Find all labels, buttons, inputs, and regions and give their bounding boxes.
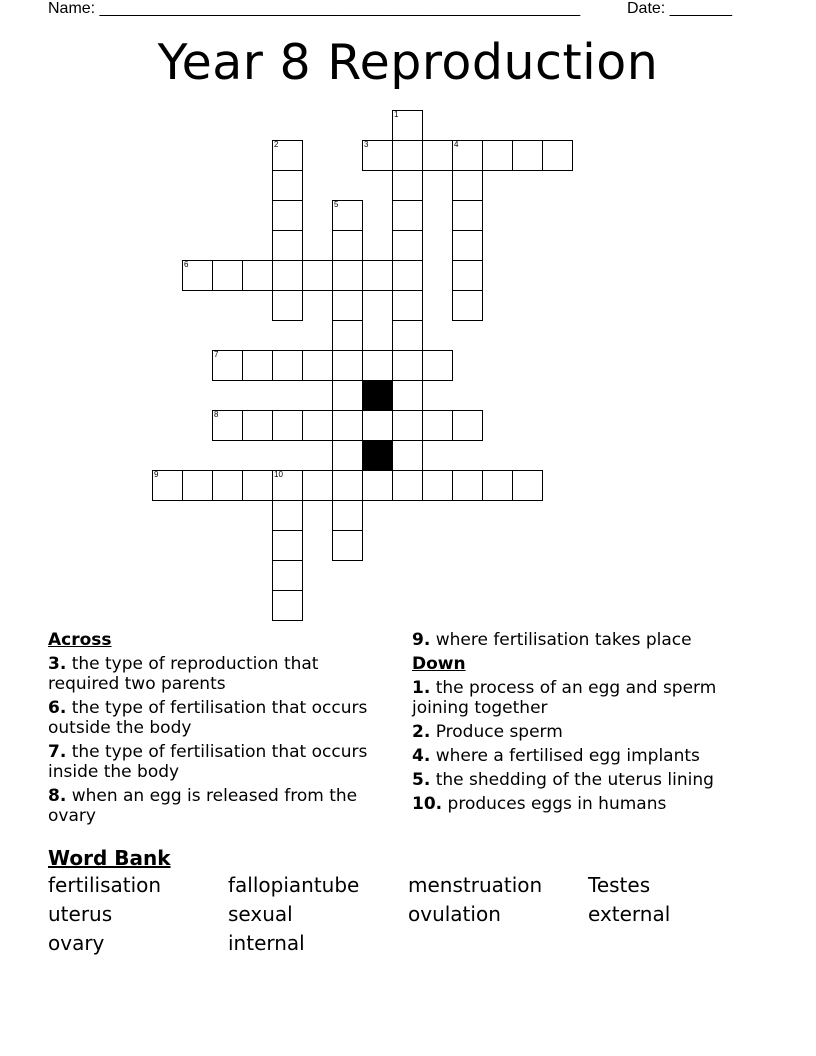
- crossword-cell[interactable]: [392, 110, 423, 141]
- crossword-cell[interactable]: [422, 140, 453, 171]
- clue-text: when an egg is released from the ovary: [48, 786, 358, 826]
- crossword-cell[interactable]: [182, 470, 213, 501]
- crossword-cell[interactable]: [392, 320, 423, 351]
- crossword-cell[interactable]: [332, 260, 363, 291]
- across-clues: [48, 630, 388, 830]
- crossword-cell[interactable]: [242, 470, 273, 501]
- word-bank-item: fertilisation: [48, 873, 162, 897]
- clue-down-1: [412, 678, 772, 718]
- word-bank-item: fallopiantube: [228, 873, 360, 897]
- clue-text: the type of reproduction that required two parents: [48, 654, 319, 694]
- clue-across-9: [412, 630, 772, 650]
- crossword-cell[interactable]: [452, 290, 483, 321]
- crossword-cell[interactable]: [242, 260, 273, 291]
- crossword-cell[interactable]: [332, 290, 363, 321]
- crossword-cell[interactable]: [332, 500, 363, 531]
- word-bank-item: external: [588, 902, 671, 926]
- crossword-cell[interactable]: [272, 290, 303, 321]
- clue-text: where fertilisation takes place: [435, 630, 692, 650]
- clue-number-label: 4: [454, 140, 459, 149]
- crossword-cell[interactable]: [512, 140, 543, 171]
- crossword-cell[interactable]: [272, 170, 303, 201]
- clue-down-2: [412, 722, 772, 742]
- crossword-cell[interactable]: [392, 170, 423, 201]
- crossword-cell[interactable]: [272, 590, 303, 621]
- clue-number: 10.: [412, 794, 443, 814]
- crossword-cell[interactable]: [362, 470, 393, 501]
- crossword-cell[interactable]: [212, 410, 243, 441]
- crossword-cell[interactable]: [272, 260, 303, 291]
- clue-number: 2.: [412, 722, 431, 742]
- clue-number-label: 2: [274, 140, 279, 149]
- clue-number-label: 8: [214, 410, 219, 419]
- clue-number: 5.: [412, 770, 431, 790]
- clue-down-4: [412, 746, 772, 766]
- clue-number: 7.: [48, 742, 67, 762]
- name-field-label: Name: ______________________________________________________: [48, 0, 581, 17]
- clue-number: 3.: [48, 654, 67, 674]
- clue-text: where a fertilised egg implants: [435, 746, 700, 766]
- crossword-cell[interactable]: [302, 410, 333, 441]
- word-bank-item: ovulation: [408, 902, 501, 926]
- crossword-cell[interactable]: [392, 200, 423, 231]
- crossword-cell[interactable]: [302, 350, 333, 381]
- crossword-cell[interactable]: [452, 200, 483, 231]
- crossword-cell[interactable]: [272, 410, 303, 441]
- crossword-cell[interactable]: [332, 320, 363, 351]
- word-bank: [48, 874, 768, 955]
- crossword-cell[interactable]: [422, 350, 453, 381]
- crossword-cell[interactable]: [152, 470, 183, 501]
- crossword-cell[interactable]: [392, 410, 423, 441]
- clue-number-label: 7: [214, 350, 219, 359]
- clue-across-7: [48, 742, 388, 782]
- clue-number-label: 5: [334, 200, 339, 209]
- crossword-cell[interactable]: [242, 350, 273, 381]
- clue-number-label: 10: [274, 470, 283, 479]
- word-bank-item: uterus: [48, 902, 113, 926]
- word-bank-item: ovary: [48, 931, 105, 955]
- crossword-cell[interactable]: [512, 470, 543, 501]
- word-bank-item: sexual: [228, 902, 293, 926]
- clue-across-8: [48, 786, 388, 826]
- crossword-cell[interactable]: [392, 380, 423, 411]
- crossword-cell[interactable]: [272, 530, 303, 561]
- crossword-cell[interactable]: [422, 470, 453, 501]
- clue-text: the shedding of the uterus lining: [435, 770, 714, 790]
- crossword-cell[interactable]: [332, 230, 363, 261]
- crossword-block: [362, 440, 393, 471]
- crossword-cell[interactable]: [332, 530, 363, 561]
- crossword-cell[interactable]: [452, 470, 483, 501]
- crossword-cell[interactable]: [392, 140, 423, 171]
- clue-text: Produce sperm: [435, 722, 563, 742]
- crossword-cell[interactable]: [212, 260, 243, 291]
- clue-number-label: 9: [154, 470, 159, 479]
- crossword-cell[interactable]: [302, 260, 333, 291]
- crossword-cell[interactable]: [392, 260, 423, 291]
- crossword-cell[interactable]: [452, 410, 483, 441]
- crossword-cell[interactable]: [362, 410, 393, 441]
- crossword-cell[interactable]: [212, 470, 243, 501]
- crossword-cell[interactable]: [392, 290, 423, 321]
- crossword-cell[interactable]: [302, 470, 333, 501]
- clue-text: the type of fertilisation that occurs inside the body: [48, 742, 368, 782]
- word-bank-item: internal: [228, 931, 305, 955]
- clue-number-label: 6: [184, 260, 189, 269]
- down-heading: Down: [412, 654, 466, 674]
- crossword-cell[interactable]: [272, 500, 303, 531]
- clue-text: the process of an egg and sperm joining together: [412, 678, 717, 718]
- clue-number: 1.: [412, 678, 431, 698]
- crossword-cell[interactable]: [392, 350, 423, 381]
- crossword-cell[interactable]: [332, 350, 363, 381]
- crossword-cell[interactable]: [212, 350, 243, 381]
- crossword-cell[interactable]: [392, 470, 423, 501]
- clue-down-5: [412, 770, 772, 790]
- down-clues: [412, 630, 772, 818]
- crossword-cell[interactable]: [392, 230, 423, 261]
- crossword-cell[interactable]: [332, 440, 363, 471]
- word-bank-heading: Word Bank: [48, 846, 171, 870]
- crossword-cell[interactable]: [542, 140, 573, 171]
- crossword-cell[interactable]: [422, 410, 453, 441]
- clue-text: the type of fertilisation that occurs outside the body: [48, 698, 368, 738]
- crossword-cell[interactable]: [362, 350, 393, 381]
- crossword-cell[interactable]: [272, 230, 303, 261]
- crossword-cell[interactable]: [482, 140, 513, 171]
- crossword-cell[interactable]: [332, 410, 363, 441]
- crossword-cell[interactable]: [272, 140, 303, 171]
- crossword-cell[interactable]: [272, 560, 303, 591]
- crossword-cell[interactable]: [452, 230, 483, 261]
- crossword-cell[interactable]: [272, 470, 303, 501]
- crossword-cell[interactable]: [362, 260, 393, 291]
- crossword-cell[interactable]: [272, 200, 303, 231]
- crossword-cell[interactable]: [452, 260, 483, 291]
- clue-number: 6.: [48, 698, 67, 718]
- word-bank-item: menstruation: [408, 873, 543, 897]
- crossword-cell[interactable]: [332, 470, 363, 501]
- crossword-cell[interactable]: [332, 200, 363, 231]
- crossword-cell[interactable]: [332, 380, 363, 411]
- crossword-cell[interactable]: [392, 440, 423, 471]
- crossword-cell[interactable]: [452, 170, 483, 201]
- crossword-cell[interactable]: [182, 260, 213, 291]
- clue-across-6: [48, 698, 388, 738]
- clue-number-label: 3: [364, 140, 369, 149]
- word-bank-item: Testes: [588, 873, 651, 897]
- crossword-cell[interactable]: [482, 470, 513, 501]
- crossword-cell[interactable]: [362, 140, 393, 171]
- clue-number: 4.: [412, 746, 431, 766]
- crossword-block: [362, 380, 393, 411]
- clue-down-10: [412, 794, 772, 814]
- crossword-cell[interactable]: [242, 410, 273, 441]
- crossword-cell[interactable]: [272, 350, 303, 381]
- across-heading: Across: [48, 630, 112, 650]
- clue-number-label: 1: [394, 110, 399, 119]
- clue-text: produces eggs in humans: [447, 794, 667, 814]
- date-field-label: Date: _______: [627, 0, 732, 17]
- clue-across-3: [48, 654, 388, 694]
- clue-number: 9.: [412, 630, 431, 650]
- clue-number: 8.: [48, 786, 67, 806]
- page-title: Year 8 Reproduction: [157, 34, 659, 91]
- crossword-cell[interactable]: [452, 140, 483, 171]
